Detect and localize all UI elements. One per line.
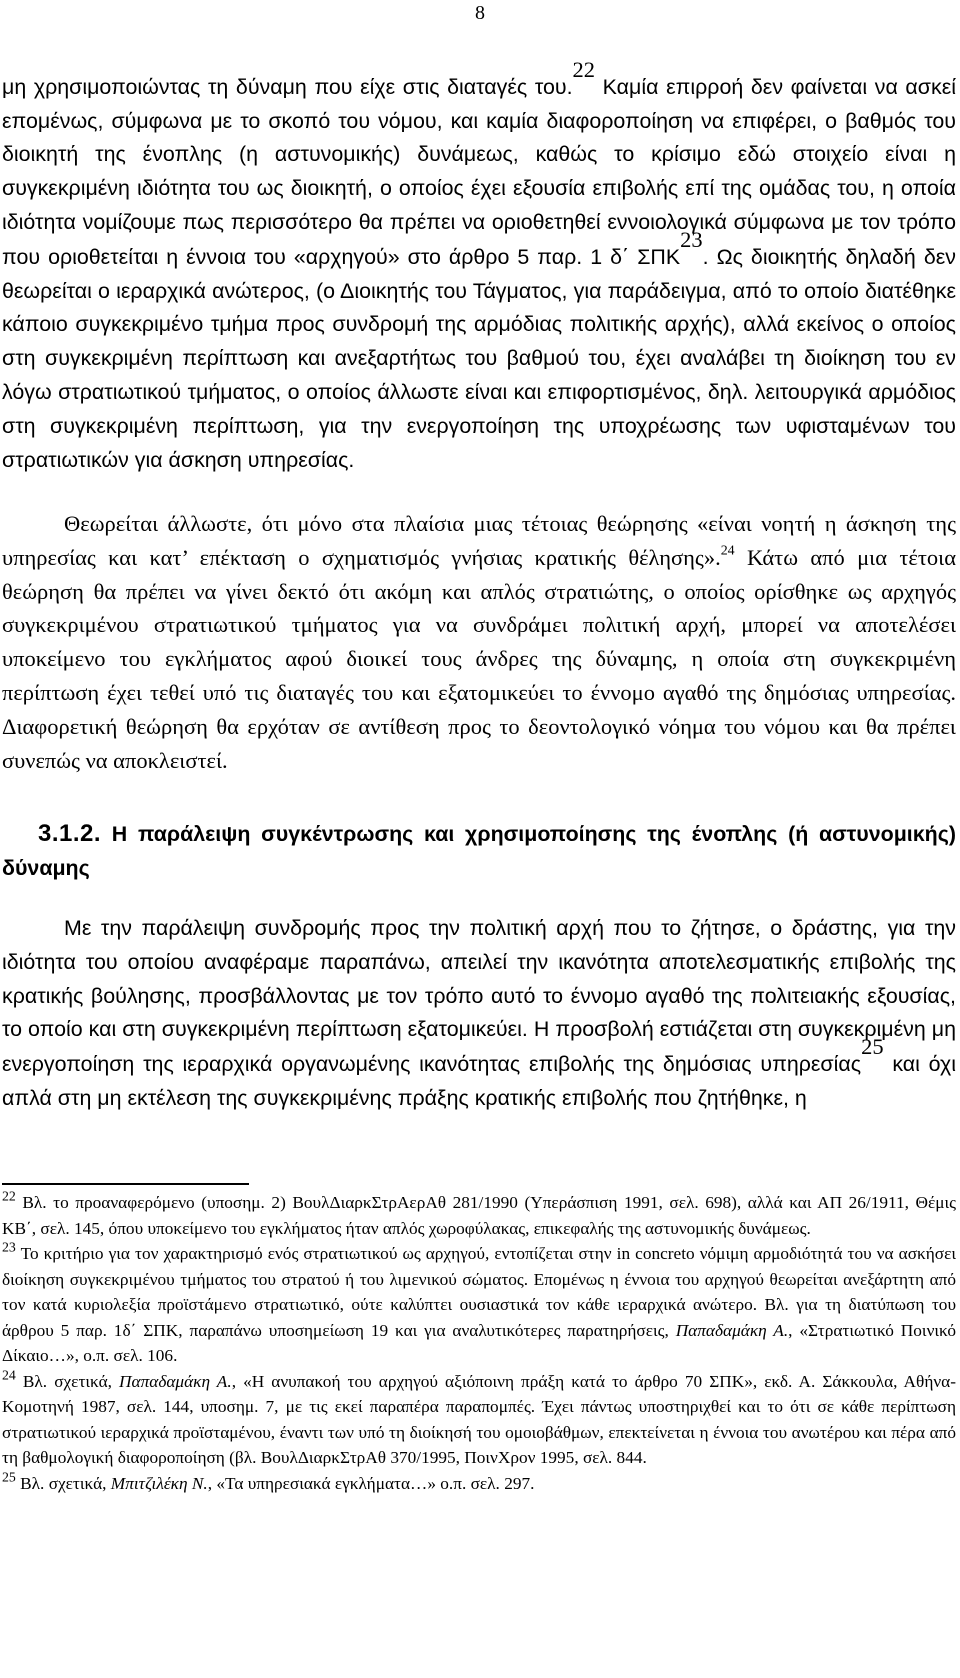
paragraph-1-text-c: . Ως διοικητής δηλαδή δεν θεωρείται ο ιεραρχικά ανώτερος, (ο Διοικητής του Τάγματος, για παράδειγμα, από το οποίο διατέθηκε κάποιο συγκεκριμένο τμήμα προς συνδρομή της αρμόδιας πολιτικής αρχής), αλλά εκείνος ο οποίος στη συγκεκριμένη περίπτωση και ανεξαρτήτως του βαθμού του, έχει αναλάβει τη διοίκηση του εν λόγω στρατιωτικού τμήματος, ο οποίος άλλωστε είναι και επιφορτισμένος, δηλ. λειτουργικά αρμόδιος στη συγκεκριμένη περίπτωση, για την ενεργοποίηση της υποχρέωσης των υφισταμένων του στρατιωτικών για άσκηση υπηρεσίας. — [2, 244, 956, 472]
paragraph-2-text-a: Θεωρείται άλλωστε, ότι μόνο στα πλαίσια μιας τέτοιας θεώρησης «είναι νοητή η άσκηση της υπηρεσίας και κατ’ επέκταση ο σχηματισμός γνήσιας κρατικής θέλησης». — [2, 511, 956, 570]
paragraph-2-text-b: Κάτω από μια τέτοια θεώρηση θα πρέπει να γίνει δεκτό ότι ακόμη και απλός στρατιώτης, ο οποίος ορίσθηκε ως αρχηγός συγκεκριμένου στρατιωτικού τμήματος για να συνδράμει πολιτική αρχή, μπορεί να αποτελέσει υποκείμενο του εγκλήματος αφού διοικεί τους άνδρες της δύναμης, η οποία στη συγκεκριμένη περίπτωση έχει τεθεί υπό τις διαταγές του και εξατομικεύει το έννομο αγαθό της δημόσιας υπηρεσίας. Διαφορετική θεώρηση θα ερχόταν σε αντίθεση προς το δεοντολογικό νόημα του νόμου και θα πρέπει συνεπώς να αποκλειστεί. — [2, 544, 956, 773]
section-heading — [2, 817, 956, 886]
footnote-number-25: 25 — [2, 1468, 16, 1484]
paragraph-1-text-b: Καμία επιρροή δεν φαίνεται να ασκεί επομένως, σύμφωνα με το σκοπό του νόμου, και καμία διαφοροποίηση να επιφέρει, ο βαθμός του διοικητή της ένοπλης (η αστυνομικής) δυνάμεως, καθώς το κρίσιμο εδώ στοιχείο είναι η συγκεκριμένη ιδιότητα του ως διοικητή, ο οποίος έχει εξουσία επιβολής επί της ομάδας του, η οποία ιδιότητα νομίζουμε πως περισσότερο θα πρέπει να οριοθετηθεί εννοιολογικά σύμφωνα με τον τρόπο που οριοθετείται η έννοια του «αρχηγού» στο άρθρο 5 παρ. 1 δ΄ ΣΠΚ — [2, 74, 956, 269]
footnote-number-23: 23 — [2, 1239, 16, 1255]
footnote-25-text-b: , «Τα υπηρεσιακά εγκλήματα…» ο.π. σελ. 297. — [207, 1473, 535, 1493]
footnote-24-text-b: , «Η ανυπακοή του αρχηγού αξιόποινη πράξη κατά το άρθρο 70 ΣΠΚ», εκδ. Α. Σάκκουλα, Αθήνα-Κομοτηνή 1987, σελ. 144, υποσημ. 7, με τις εκεί παραπέρα παραπομπές. Έχει πάντως υποστηριχθεί και το ότι σε κάθε περίπτωση στρατιωτικού ιεραρχικά προϊσταμένου, έναντι των υπό τη διοίκησή του ομοιοβάθμων, επεκτείνεται η έννοια του ανωτέρου και πέρα από τη βαθμολογική διαφοροποίηση (βλ. ΒουλΔιαρκΣτρΑθ 370/1995, ΠοινΧρον 1995, σελ. 844. — [2, 1371, 956, 1467]
section-number: 3.1.2. — [38, 820, 102, 847]
footnote-25-author: Μπιτζιλέκη Ν. — [110, 1473, 208, 1493]
footnote-25 — [2, 1468, 956, 1497]
page-number: 8 — [475, 2, 485, 24]
paragraph-3 — [2, 912, 956, 1116]
footnote-24 — [2, 1366, 956, 1471]
footnote-24-text-a: Βλ. σχετικά, — [15, 1371, 120, 1391]
footnote-ref-23[interactable]: 23 — [680, 226, 703, 252]
footnote-25-text-a: Βλ. σχετικά, — [15, 1473, 111, 1493]
paragraph-1-text-a: μη χρησιμοποιώντας τη δύναμη που είχε στις διαταγές του. — [2, 74, 573, 99]
footnote-ref-25[interactable]: 25 — [861, 1034, 884, 1060]
footnote-separator — [2, 1183, 249, 1185]
footnote-23-author: Παπαδαμάκη Α. — [675, 1320, 789, 1340]
footnote-23 — [2, 1241, 956, 1369]
footnote-23-text-b: , «Στρατιωτικό Ποινικό Δίκαιο…», ο.π. σελ. 106. — [2, 1320, 956, 1365]
footnote-24-author: Παπαδαμάκη Α. — [119, 1371, 232, 1391]
paragraph-3-text-a: Με την παράλειψη συνδρομής προς την πολιτική αρχή που το ζήτησε, ο δράστης, για την ιδιότητα του οποίου αναφέραμε παραπάνω, απειλεί την ικανότητα αποτελεσματικής επιβολής της κρατικής βούλησης, προσβάλλοντας με τον τρόπο αυτό το έννομο αγαθό της πολιτειακής εξουσίας, το οποίο και στη συγκεκριμένη περίπτωση εξατομικεύει. Η προσβολή εστιάζεται στη συγκεκριμένη μη ενεργοποίηση της ιεραρχικά οργανωμένης ικανότητας επιβολής της δημόσιας υπηρεσίας — [2, 916, 956, 1077]
footnotes — [2, 1190, 956, 1496]
paragraph-2 — [2, 507, 956, 777]
paragraph-1 — [2, 57, 956, 477]
footnote-number-24: 24 — [2, 1366, 16, 1382]
footnote-23-text-a: Το κριτήριο για τον χαρακτηρισμό ενός στρατιωτικού ως αρχηγού, εντοπίζεται στην in concreto νόμιμη αρμοδιότητά του να ασκήσει διοίκηση συγκεκριμένου τμήματος του στρατού ή του λιμενικού σώματος. Επομένως η έννοια του αρχηγού θεωρείται ανεξάρτητη από τον κατά κυριολεξία προϊστάμενο στρατιωτικό, ούτε καλύπτει ουσιαστικά τον κάθε ιεραρχικά ανώτερο. Βλ. για τη διατύπωση του άρθρου 5 παρ. 1δ΄ ΣΠΚ, παραπάνω υποσημείωση 19 και για αναλυτικότερες παρατηρήσεις, — [2, 1244, 956, 1340]
footnote-ref-22[interactable]: 22 — [572, 57, 596, 82]
footnote-number-22: 22 — [2, 1188, 16, 1204]
footnote-22-text: Βλ. το προαναφερόμενο (υποσημ. 2) ΒουλΔιαρκΣτρΑερΑθ 281/1990 (Υπεράσπιση 1991, σελ. 698), αλλά και ΑΠ 26/1911, Θέμις ΚΒ΄, σελ. 145, όπου υποκείμενο του εγκλήματος ήταν απλός χωροφύλακας, επικεφαλής της αστυνομικής δυνάμεως. — [2, 1193, 956, 1238]
paragraph-3-text-b: και όχι απλά στη μη εκτέλεση της συγκεκριμένης πράξης κρατικής επιβολής που ζητήθηκε, η — [2, 1052, 956, 1110]
section-title: Η παράλειψη συγκέντρωσης και χρησιμοποίησης της ένοπλης (ή αστυνομικής) δύναμης — [2, 822, 956, 880]
footnote-ref-24[interactable]: 24 — [720, 543, 735, 559]
footnote-22 — [2, 1190, 956, 1241]
